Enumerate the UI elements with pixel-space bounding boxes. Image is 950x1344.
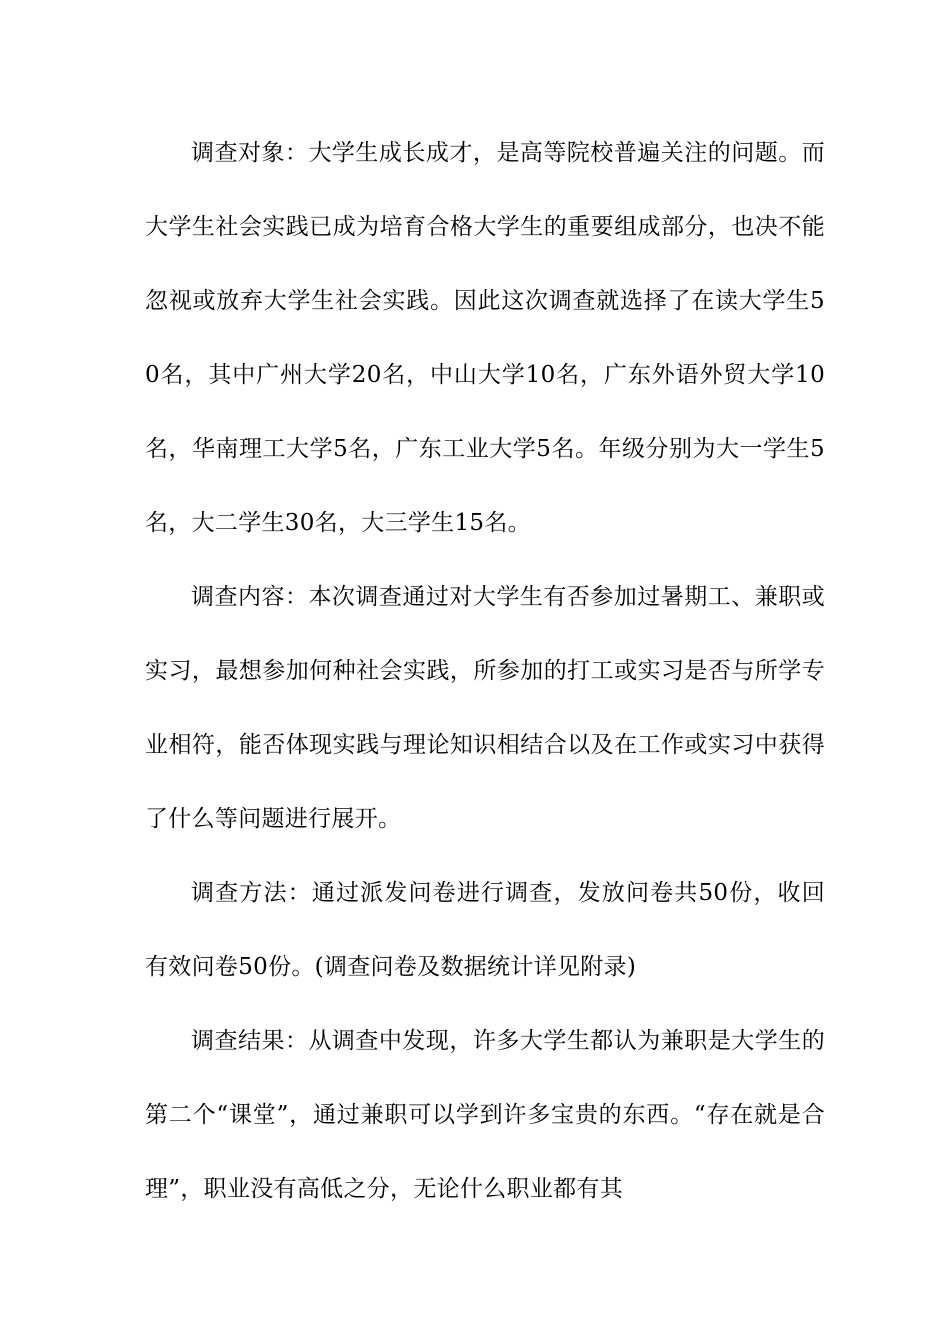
paragraph-survey-results: 调查结果：从调查中发现，许多大学生都认为兼职是大学生的第二个“课堂”，通过兼职可以学到许多宝贵的东西。“存在就是合理”，职业没有高低之分，无论什么职业都有其 xyxy=(145,1028,825,1202)
paragraph-survey-content: 调查内容：本次调查通过对大学生有否参加过暑期工、兼职或实习，最想参加何种社会实践，所参加的打工或实习是否与所学专业相符，能否体现实践与理论知识相结合以及在工作或实习中获得了什么等问题进行展开。 xyxy=(145,584,825,832)
paragraph-survey-method: 调查方法：通过派发问卷进行调查，发放问卷共50份，收回有效问卷50份。(调查问卷及数据统计详见附录) xyxy=(145,880,825,980)
document-body xyxy=(145,116,825,1226)
paragraph-survey-subjects: 调查对象：大学生成长成才，是高等院校普遍关注的问题。而大学生社会实践已成为培育合格大学生的重要组成部分，也决不能忽视或放弃大学生社会实践。因此这次调查就选择了在读大学生50名，其中广州大学20名，中山大学10名，广东外语外贸大学10名，华南理工大学5名，广东工业大学5名。年级分别为大一学生5名，大二学生30名，大三学生15名。 xyxy=(145,140,825,536)
